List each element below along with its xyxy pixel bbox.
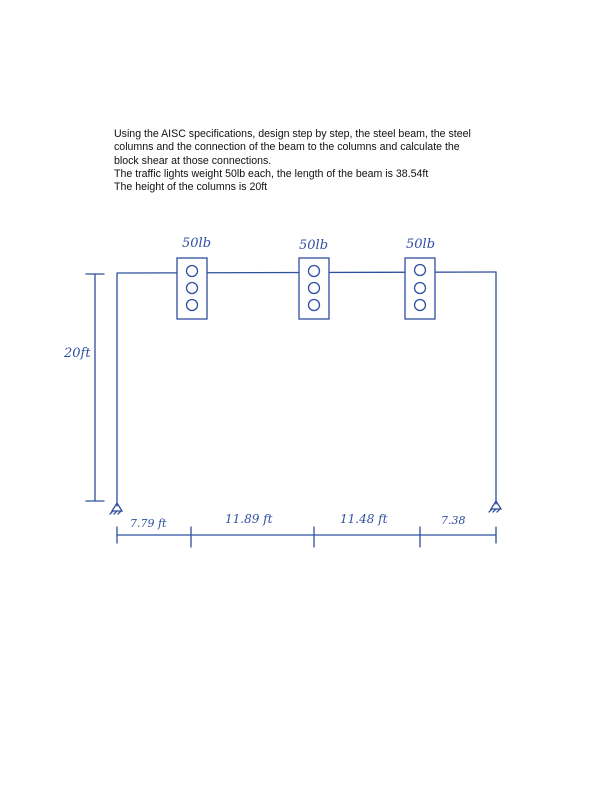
height-dimension [86, 274, 104, 501]
load-label-2: 50lb [299, 238, 329, 253]
problem-line-4: The traffic lights weight 50lb each, the length of the beam is 38.54ft [114, 167, 429, 180]
right-support-icon [489, 501, 501, 512]
problem-line-1: Using the AISC specifications, design step by step, the steel beam, the steel [114, 128, 471, 140]
problem-line-5: The height of the columns is 20ft [114, 181, 268, 194]
span-label-2: 11.89 ft [225, 512, 273, 526]
height-label: 20ft [64, 346, 91, 361]
problem-line-3: block shear at those connections. [114, 154, 272, 167]
left-support-icon [110, 503, 122, 514]
problem-line-2: columns and the connection of the beam to the columns and calculate the [114, 141, 460, 154]
traffic-light-2 [299, 258, 329, 319]
traffic-light-3 [405, 258, 435, 319]
span-dimension [117, 527, 496, 547]
load-label-3: 50lb [406, 237, 436, 252]
span-label-4: 7.38 [441, 514, 466, 527]
load-label-1: 50lb [182, 236, 212, 251]
span-label-3: 11.48 ft [340, 512, 388, 526]
span-label-1: 7.79 ft [130, 517, 167, 530]
traffic-light-1 [177, 258, 207, 319]
